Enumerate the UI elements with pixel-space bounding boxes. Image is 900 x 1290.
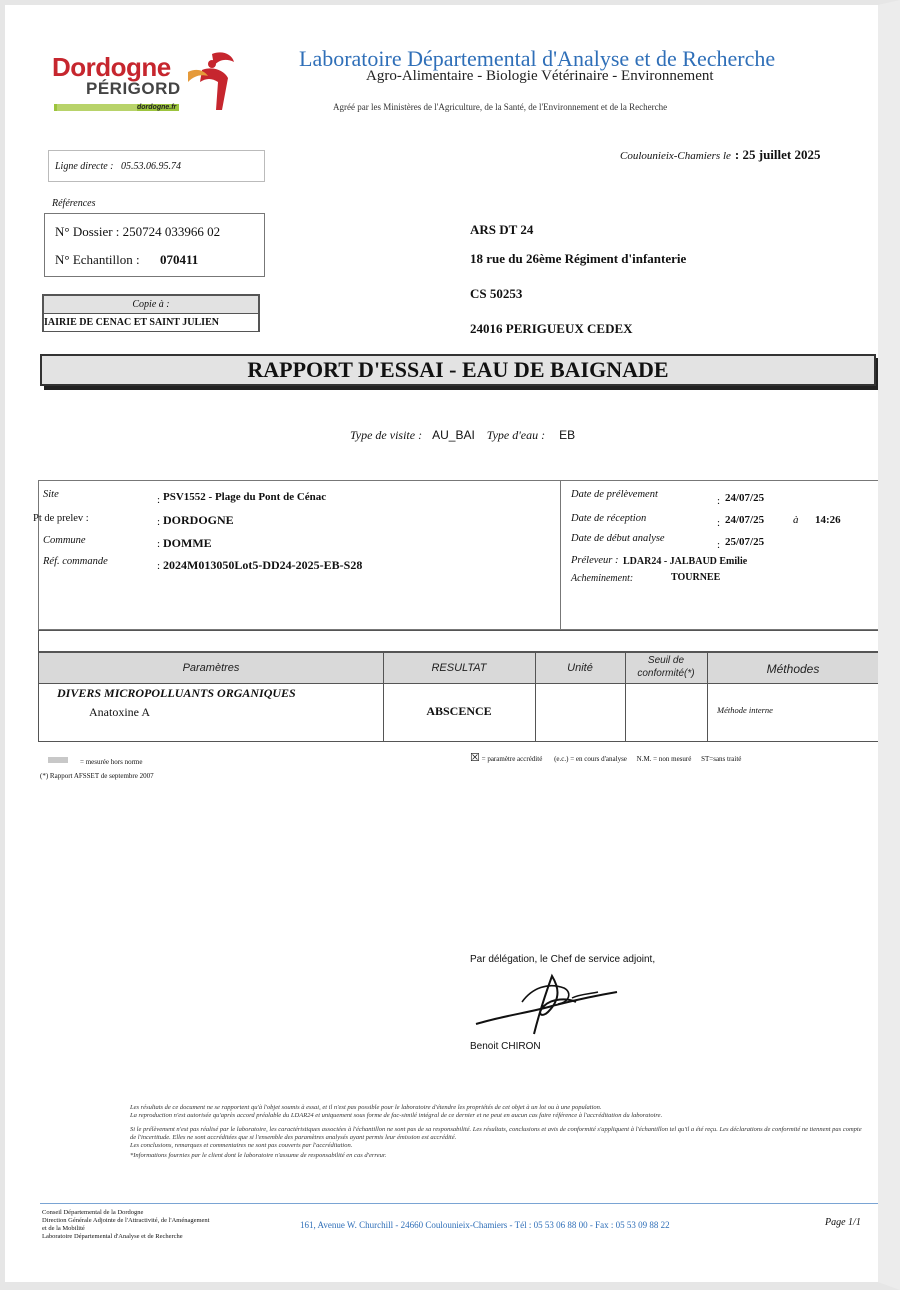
- date-debut-label: Date de début analyse: [571, 533, 665, 544]
- visit-type-label: Type de visite :: [350, 428, 423, 442]
- footer-left-line-3: et de la Mobilité: [42, 1225, 85, 1232]
- sample-divider: [560, 481, 561, 629]
- water-type-label: Type d'eau :: [486, 428, 546, 442]
- page-number: Page 1/1: [825, 1217, 861, 1228]
- logo-figure-icon: [182, 48, 237, 112]
- legend-nm: N.M. = non mesuré: [636, 755, 692, 763]
- footer-address: 161, Avenue W. Churchill - 24660 Coulounieix-Chamiers - Tél : 05 53 06 88 00 - Fax : 05 53 09 88 22: [300, 1220, 670, 1230]
- lab-agreement: Agréé par les Ministères de l'Agriculture, de la Santé, de l'Environnement et de la Recherche: [333, 102, 668, 112]
- logo-strip-left: [57, 104, 137, 111]
- dossier-number: N° Dossier : 250724 033966 02: [55, 224, 221, 239]
- header-resultat: RESULTAT: [431, 662, 487, 674]
- footer-rule: [40, 1203, 880, 1204]
- group-title: DIVERS MICROPOLLUANTS ORGANIQUES: [57, 686, 296, 700]
- param-result: ABSCENCE: [426, 704, 492, 718]
- preleveur-label: Préleveur :: [571, 555, 619, 566]
- signature-image: [472, 968, 622, 1038]
- copy-label: Copie à :: [44, 296, 258, 314]
- date-recep-time: 14:26: [815, 514, 841, 526]
- date-debut-value: 25/07/25: [725, 536, 765, 548]
- colons: : : : :: [157, 494, 161, 572]
- logo-strip-url: dordogne.fr: [137, 104, 177, 111]
- date-recep-value: 24/07/25: [725, 514, 765, 526]
- recipient-line-2: 18 rue du 26ème Régiment d'infanterie: [470, 251, 687, 266]
- copy-box: [42, 294, 260, 332]
- recipient-line-4: 24016 PERIGUEUX CEDEX: [470, 321, 633, 336]
- lab-title: Laboratoire Départemental d'Analyse et de Recherche: [299, 46, 776, 71]
- col-divider-2: [535, 653, 536, 741]
- date-recep-label: Date de réception: [571, 513, 647, 524]
- pt-prelev-label: Pt de prelev :: [33, 513, 89, 524]
- legend-gray-swatch: [48, 757, 68, 763]
- col-divider-3: [625, 653, 626, 741]
- footer-left-line-1: Conseil Départemental de la Dordogne: [42, 1209, 144, 1216]
- legend-hors-norme-text: = mesurée hors norme: [80, 758, 143, 766]
- footnotes: [130, 1104, 865, 1160]
- right-colons: : : :: [717, 495, 721, 551]
- footnote-3: Si le prélèvement n'est pas réalisé par le laboratoire, les caractéristiques associées à l'échantillon ne sont pas de sa responsabilité. Les résultats, conclusions et avis de conformité s'appliquent à l'échantillon tel qu'il a été reçu. Les déclarations de conformité ne tiennent pas compte de l'incertitude. Elles ne sont accréditées que si l'ensemble des paramètres analysés ayant permis leur émission est accrédité.: [130, 1126, 862, 1141]
- header-methodes: Méthodes: [766, 662, 820, 676]
- param-method: Méthode interne: [717, 705, 773, 715]
- echantillon-label: N° Echantillon :: [55, 252, 140, 267]
- legend-st: ST=sans traité: [701, 755, 742, 763]
- footnote-1: Les résultats de ce document ne se rapportent qu'à l'objet soumis à essai, et il n'est pas possible pour le laboratoire d'étendre les propriétés de cet objet à un lot ou à une population.: [130, 1104, 602, 1111]
- copy-value: IAIRIE DE CENAC ET SAINT JULIEN: [44, 314, 258, 331]
- recipient-line-3: CS 50253: [470, 286, 523, 301]
- lab-subtitle: Agro-Alimentaire - Biologie Vétérinaire - Environnement: [366, 68, 714, 84]
- table-header-row: [39, 653, 879, 684]
- footer-left-line-4: Laboratoire Départemental d'Analyse et de Recherche: [42, 1233, 183, 1240]
- logo-strip: [54, 104, 179, 111]
- footer-left: [42, 1209, 210, 1241]
- col-divider-1: [383, 653, 384, 741]
- legend-codes: [470, 751, 741, 764]
- delegation-text: Par délégation, le Chef de service adjoint,: [470, 954, 656, 965]
- results-table: [38, 652, 880, 742]
- legend-accredited: = paramètre accrédité: [481, 755, 543, 763]
- site-value: PSV1552 - Plage du Pont de Cénac: [163, 491, 327, 503]
- header-parametres: Paramètres: [182, 662, 240, 674]
- visit-type-value: AU_BAI: [432, 428, 475, 442]
- logo-word-perigord: PÉRIGORD: [86, 79, 181, 98]
- recipient-line-1: ARS DT 24: [470, 222, 534, 237]
- ref-commande-label: Réf. commande: [43, 556, 108, 567]
- accredited-icon: ☒: [470, 752, 480, 764]
- report-title: RAPPORT D'ESSAI - EAU DE BAIGNADE: [40, 354, 876, 386]
- legend-hors-norme: [48, 751, 142, 769]
- header-seuil-1: Seuil de: [647, 655, 685, 666]
- references-box: [44, 213, 265, 277]
- visit-line: [350, 426, 575, 444]
- echantillon-number: 070411: [160, 252, 199, 267]
- commune-label: Commune: [43, 535, 86, 546]
- direct-line: Ligne directe : 05.53.06.95.74: [55, 161, 182, 172]
- date-prelev-value: 24/07/25: [725, 492, 765, 504]
- ref-commande-value: 2024M013050Lot5-DD24-2025-EB-S28: [163, 558, 363, 572]
- date-prelev-label: Date de prélèvement: [571, 489, 658, 500]
- signatory-name: Benoit CHIRON: [470, 1041, 541, 1052]
- footnote-2: La reproduction n'est autorisée qu'après accord préalable du LDAR24 et uniquement sous forme de fac-similé intégral de ce dernier et ne peut en aucun cas faire référence à l'accréditation du laboratoire.: [130, 1112, 663, 1119]
- date-line: [620, 146, 820, 164]
- legend-rapport: (*) Rapport AFSSET de septembre 2007: [40, 772, 154, 780]
- preleveur-value: LDAR24 - JALBAUD Emilie: [623, 556, 748, 567]
- references-label: Références: [52, 198, 96, 209]
- header-seuil-2: conformité(*): [637, 668, 695, 679]
- logo: [52, 48, 242, 114]
- commune-value: DOMME: [163, 536, 212, 550]
- water-type-value: EB: [559, 428, 576, 442]
- footnote-5: *Informations fournies par le client dont le laboratoire n'assume de responsabilité en cas d'erreur.: [130, 1152, 387, 1159]
- header-unite: Unité: [567, 662, 593, 674]
- site-label: Site: [43, 489, 59, 500]
- footer-left-line-2: Direction Générale Adjointe de l'Attractivité, de l'Aménagement: [42, 1217, 210, 1224]
- col-divider-4: [707, 653, 708, 741]
- param-name: Anatoxine A: [89, 705, 150, 719]
- sample-info-box: [33, 480, 880, 630]
- acheminement-label: Acheminement:: [571, 573, 634, 584]
- date-recep-a: à: [793, 514, 799, 526]
- spacer-band: [38, 630, 880, 652]
- direct-line-box: [48, 150, 265, 182]
- date-place: Coulounieix-Chamiers le: [620, 150, 731, 162]
- date-value: : 25 juillet 2025: [734, 147, 821, 162]
- logo-word-dordogne: Dordogne: [52, 52, 171, 82]
- acheminement-value: TOURNEE: [671, 572, 721, 583]
- pt-prelev-value: DORDOGNE: [163, 513, 234, 527]
- footnote-4: Les conclusions, remarques et commentaires ne sont pas couverts par l'accréditation.: [130, 1142, 353, 1149]
- legend-en-cours: (e.c.) = en cours d'analyse: [554, 755, 627, 763]
